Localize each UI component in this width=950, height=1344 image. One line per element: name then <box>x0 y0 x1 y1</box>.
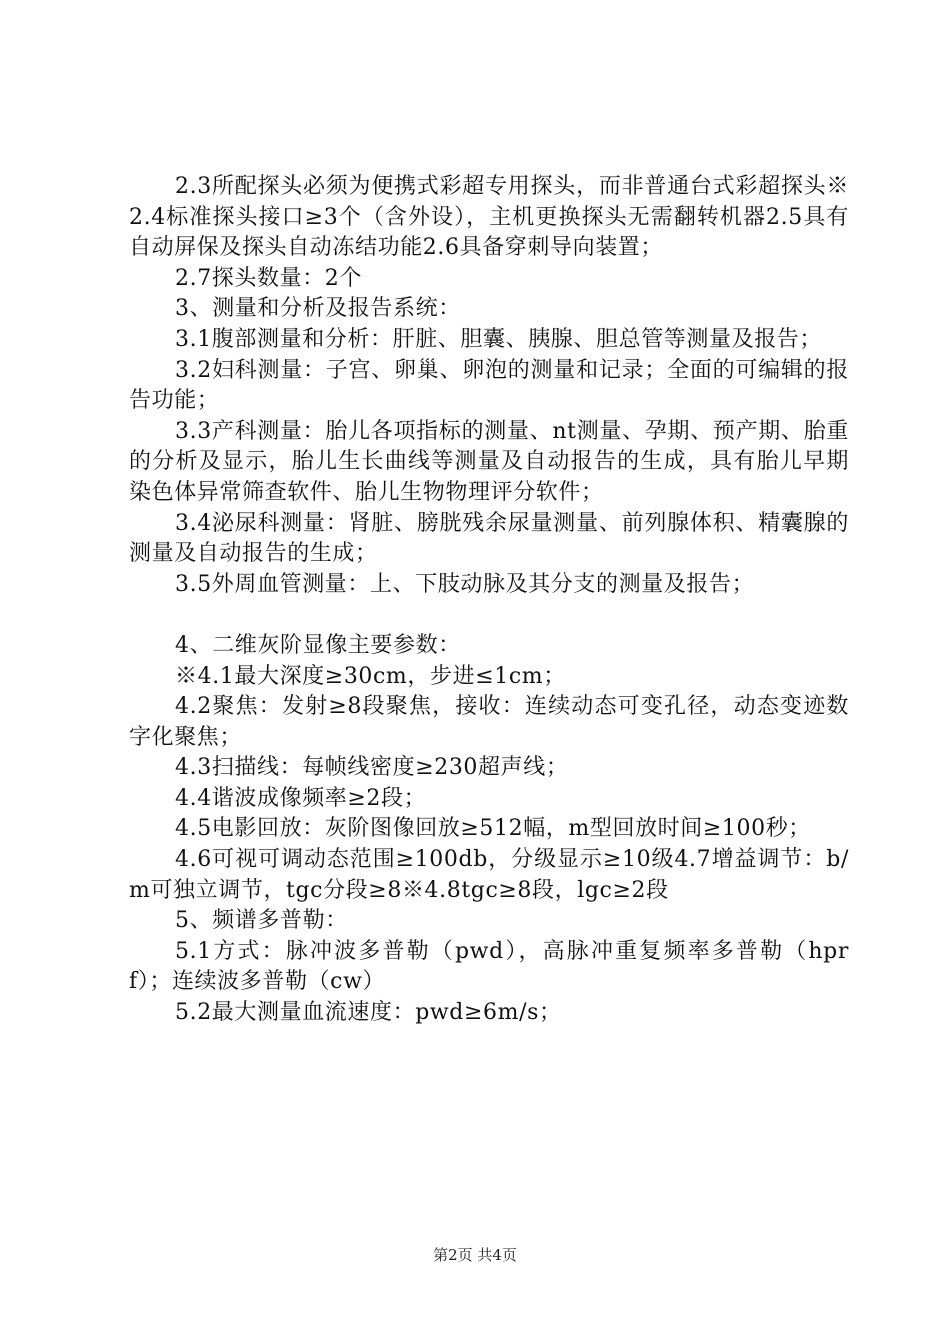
paragraph-harmonic: 4.4谐波成像频率≥2段； <box>175 785 427 811</box>
paragraph-doppler-modes: 5.1方式：脉冲波多普勒（pwd），高脉冲重复频率多普勒（hprf）；连续波多普勒（cw） <box>129 938 849 995</box>
paragraph-max-depth: ※4.1最大深度≥30cm，步进≤1cm； <box>175 663 566 689</box>
blank-line <box>129 600 849 631</box>
paragraph-gynecology: 3.2妇科测量：子宫、卵巢、卵泡的测量和记录；全面的可编辑的报告功能； <box>129 357 849 414</box>
page-number-footer: 第2页 共4页 <box>433 1246 517 1264</box>
paragraph-probe-requirements: 2.3所配探头必须为便携式彩超专用探头，而非普通台式彩超探头※2.4标准探头接口≥3个（含外设），主机更换探头无需翻转机器2.5具有自动屏保及探头自动冻结功能2.6具备穿刺导向装置； <box>129 174 849 261</box>
paragraph-focus: 4.2聚焦：发射≥8段聚焦，接收：连续动态可变孔径，动态变迹数字化聚焦； <box>129 694 849 750</box>
paragraph-max-velocity: 5.2最大测量血流速度：pwd≥6m/s； <box>175 1000 562 1026</box>
section-heading-doppler: 5、频谱多普勒： <box>175 908 348 934</box>
section-heading-measurement: 3、测量和分析及报告系统： <box>175 296 461 322</box>
paragraph-scan-lines: 4.3扫描线：每帧线密度≥230超声线； <box>175 755 569 781</box>
document-body <box>129 172 849 1029</box>
section-heading-2d-grayscale: 4、二维灰阶显像主要参数： <box>175 632 461 658</box>
paragraph-peripheral-vascular: 3.5外周血管测量：上、下肢动脉及其分支的测量及报告； <box>175 571 755 597</box>
paragraph-obstetrics: 3.3产科测量：胎儿各项指标的测量、nt测量、孕期、预产期、胎重的分析及显示，胎儿生长曲线等测量及自动报告的生成，具有胎儿早期染色体异常筛查软件、胎儿生物物理评分软件； <box>129 418 849 505</box>
paragraph-cine-playback: 4.5电影回放：灰阶图像回放≥512幅，m型回放时间≥100秒； <box>175 816 811 842</box>
paragraph-dynamic-range-gain: 4.6可视可调动态范围≥100db，分级显示≥10级4.7增益调节：b/m可独立调节，tgc分段≥8※4.8tgc≥8段，lgc≥2段 <box>129 847 849 903</box>
paragraph-urology: 3.4泌尿科测量：肾脏、膀胱残余尿量测量、前列腺体积、精囊腺的测量及自动报告的生成； <box>129 510 849 567</box>
paragraph-probe-count: 2.7探头数量：2个 <box>175 265 362 291</box>
paragraph-abdominal: 3.1腹部测量和分析：肝脏、胆囊、胰腺、胆总管等测量及报告； <box>175 326 822 352</box>
